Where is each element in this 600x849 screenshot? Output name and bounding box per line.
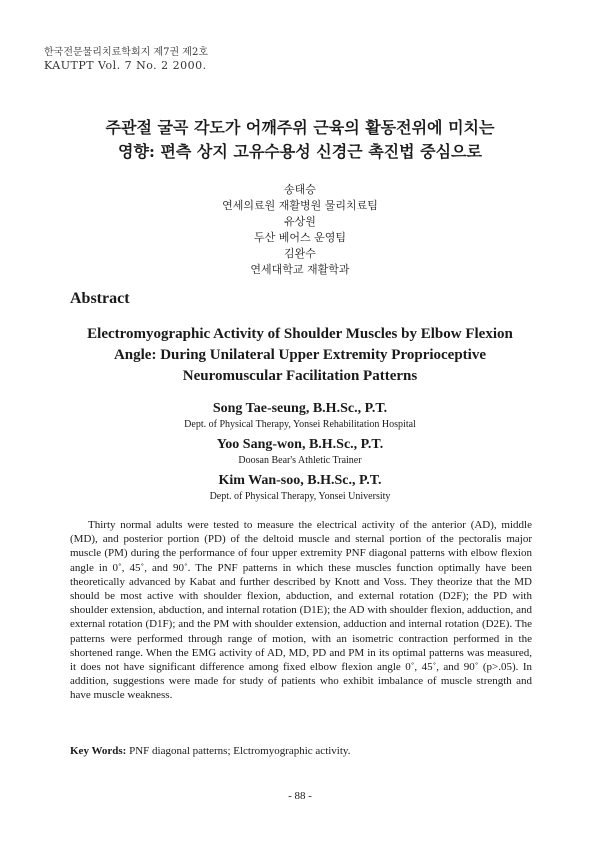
english-authors	[0, 400, 600, 508]
keywords-label: Key Words:	[70, 745, 127, 757]
keywords	[70, 745, 532, 757]
english-author-name: Kim Wan-soo, B.H.Sc., P.T.	[218, 473, 382, 488]
korean-author-name: 유상원	[284, 215, 316, 228]
journal-name-korean: 한국전문물리치료학회지 제7권 제2호	[44, 47, 208, 58]
abstract-body: Thirty normal adults were tested to measure the electrical activity of the anterior (AD), middle (MD), and posterior portion (PD) of the deltoid muscle and sternal portion of the pectoralis major muscle (PM) during the performance of four upper extremity PNF diagonal patterns with elbow flexion angle in 0˚, 45˚, and 90˚. The PNF patterns in which these muscles function optimally have been theoretically advanced by Kabat and further described by Knott and Voss. They theorize that the MD should be most active with shoulder flexion, abduction, and external rotation (D2F); the PD with shoulder extension, abduction, and internal rotation (D1E); the AD with shoulder flexion, adduction, and external rotation (D1F); and the PM with shoulder extension, adduction and internal rotation (D2E). The patterns were performed through range of motion, with an isometric contraction performed in the shortened range. When the EMG activity of AD, MD, PD and PM in its optimal patterns was measured, it does not have significant difference among fixed elbow flexion angle 0˚, 45˚, and 90˚ (p>.05). In addition, suggestions were made for study of patients who exhibit imbalance of muscle strength and have muscle weakness.	[70, 519, 532, 702]
korean-author-affiliation: 연세의료원 재활병원 물리치료팀	[222, 199, 378, 212]
keywords-text: PNF diagonal patterns; Elctromyographic activity.	[129, 745, 351, 757]
korean-title-line-1: 주관절 굴곡 각도가 어깨주위 근육의 활동전위에 미치는	[105, 118, 495, 137]
english-author-affiliation: Dept. of Physical Therapy, Yonsei University	[209, 491, 391, 502]
korean-title	[0, 116, 600, 164]
english-author-name: Yoo Sang-won, B.H.Sc., P.T.	[216, 437, 384, 452]
korean-author-affiliation: 연세대학교 재활학과	[250, 263, 350, 276]
korean-author-name: 김완수	[284, 247, 316, 260]
english-title	[0, 324, 600, 387]
english-title-line-1: Electromyographic Activity of Shoulder Muscles by Elbow Flexion	[87, 326, 513, 342]
abstract-heading: Abstract	[70, 290, 130, 307]
korean-authors	[0, 182, 600, 278]
journal-header	[44, 46, 208, 72]
english-author-affiliation: Dept. of Physical Therapy, Yonsei Rehabilitation Hospital	[184, 419, 416, 430]
korean-title-line-2: 영향: 편측 상지 고유수용성 신경근 촉진법 중심으로	[118, 142, 482, 161]
journal-name-english: KAUTPT Vol. 7 No. 2 2000.	[44, 59, 207, 72]
english-author-affiliation: Doosan Bear's Athletic Trainer	[238, 455, 362, 466]
english-title-line-2: Angle: During Unilateral Upper Extremity Proprioceptive	[113, 347, 487, 363]
english-title-line-3: Neuromuscular Facilitation Patterns	[182, 368, 418, 384]
korean-author-name: 송태승	[284, 183, 316, 196]
korean-author-affiliation: 두산 베어스 운영팀	[253, 231, 346, 244]
page-number: - 88 -	[288, 790, 312, 802]
english-author-name: Song Tae-seung, B.H.Sc., P.T.	[212, 401, 388, 416]
